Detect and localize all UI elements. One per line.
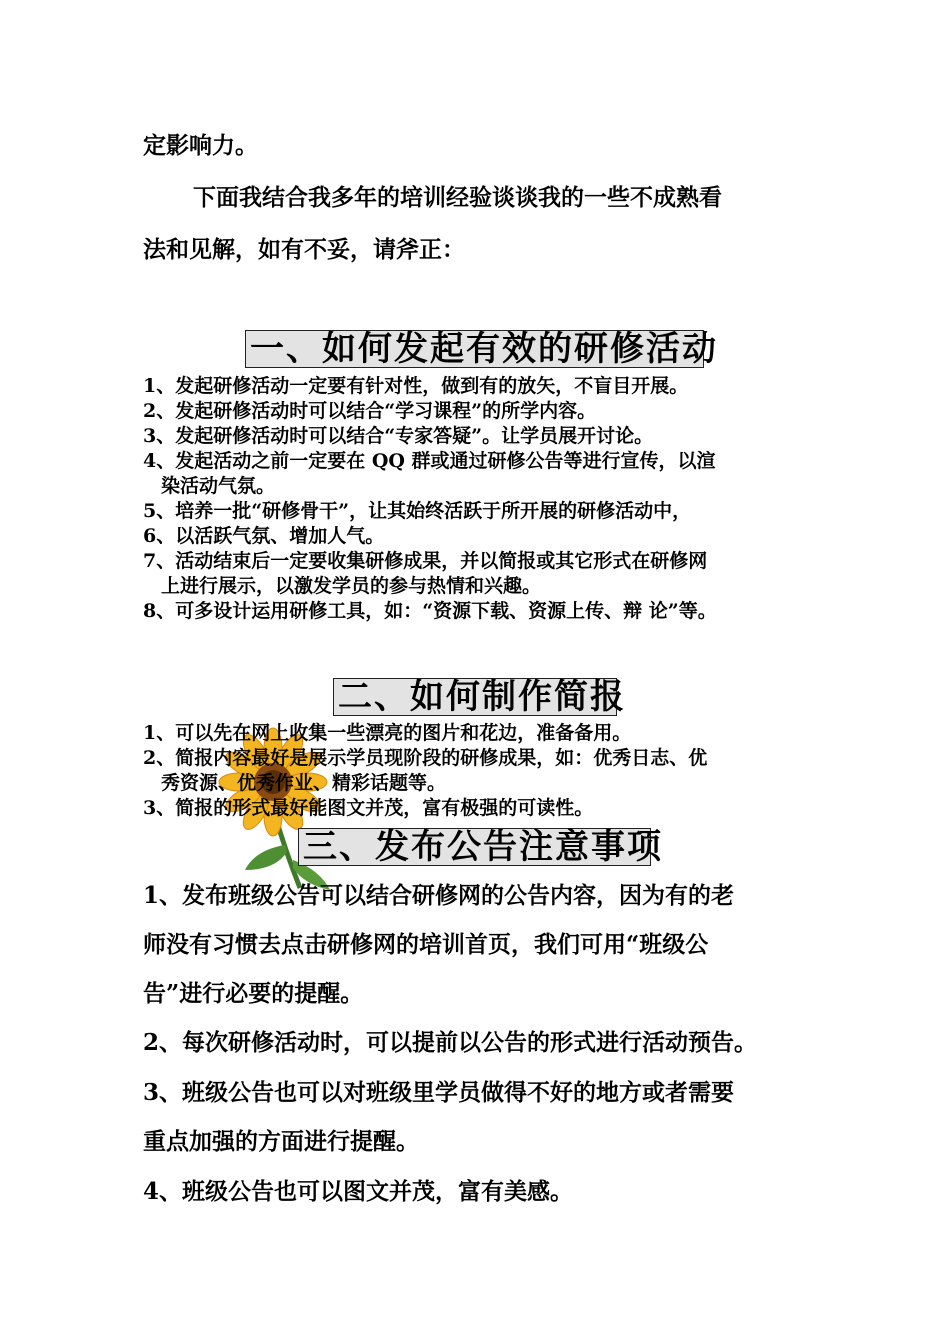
intro-line-2: 下面我结合我多年的培训经验谈谈我的一些不成熟看 bbox=[193, 184, 722, 211]
notice-line-4: 2、每次研修活动时，可以提前以公告的形式进行活动预告。 bbox=[143, 1029, 758, 1056]
list-item: 2、发起研修活动时可以结合“学习课程”的所学内容。 bbox=[143, 400, 597, 422]
list-item: 1、发起研修活动一定要有针对性，做到有的放矢，不盲目开展。 bbox=[143, 375, 689, 397]
list-item: 1、可以先在网上收集一些漂亮的图片和花边，准备备用。 bbox=[143, 722, 632, 744]
notice-line-3: 告”进行必要的提醒。 bbox=[143, 980, 364, 1007]
notice-line-5: 3、班级公告也可以对班级里学员做得不好的地方或者需要 bbox=[143, 1079, 735, 1106]
list-item: 染活动气氛。 bbox=[161, 475, 276, 497]
intro-line-1: 定影响力。 bbox=[143, 132, 258, 159]
intro-line-3: 法和见解，如有不妥，请斧正： bbox=[143, 236, 465, 263]
section1-heading: 一、如何发起有效的研修活动 bbox=[245, 330, 704, 368]
section2-list bbox=[143, 721, 813, 821]
list-item: 8、可多设计运用研修工具，如：“资源下载、资源上传、辩 论”等。 bbox=[143, 600, 717, 622]
section1-list bbox=[143, 374, 813, 624]
notice-line-2: 师没有习惯去点击研修网的培训首页，我们可用“班级公 bbox=[143, 931, 709, 958]
list-item: 上进行展示，以激发学员的参与热情和兴趣。 bbox=[161, 575, 542, 597]
list-item: 3、简报的形式最好能图文并茂，富有极强的可读性。 bbox=[143, 797, 594, 819]
list-item: 5、培养一批“研修骨干”，让其始终活跃于所开展的研修活动中， bbox=[143, 500, 692, 522]
list-item: 6、以活跃气氛、增加人气。 bbox=[143, 525, 385, 547]
list-item: 3、发起研修活动时可以结合“专家答疑”。让学员展开讨论。 bbox=[143, 425, 654, 447]
notice-line-1: 1、发布班级公告可以结合研修网的公告内容，因为有的老 bbox=[143, 882, 735, 909]
list-item: 秀资源、优秀作业、精彩话题等。 bbox=[161, 772, 447, 794]
list-item: 7、活动结束后一定要收集研修成果，并以简报或其它形式在研修网 bbox=[143, 550, 708, 572]
section3-heading: 三、发布公告注意事项 bbox=[298, 828, 651, 866]
list-item: 4、发起活动之前一定要在 QQ 群或通过研修公告等进行宣传，以渲 bbox=[143, 450, 716, 472]
list-item: 2、简报内容最好是展示学员现阶段的研修成果，如：优秀日志、优 bbox=[143, 747, 708, 769]
section2-heading: 二、如何制作简报 bbox=[333, 678, 617, 716]
notice-line-6: 重点加强的方面进行提醒。 bbox=[143, 1128, 419, 1155]
notice-line-7: 4、班级公告也可以图文并茂，富有美感。 bbox=[143, 1178, 574, 1205]
